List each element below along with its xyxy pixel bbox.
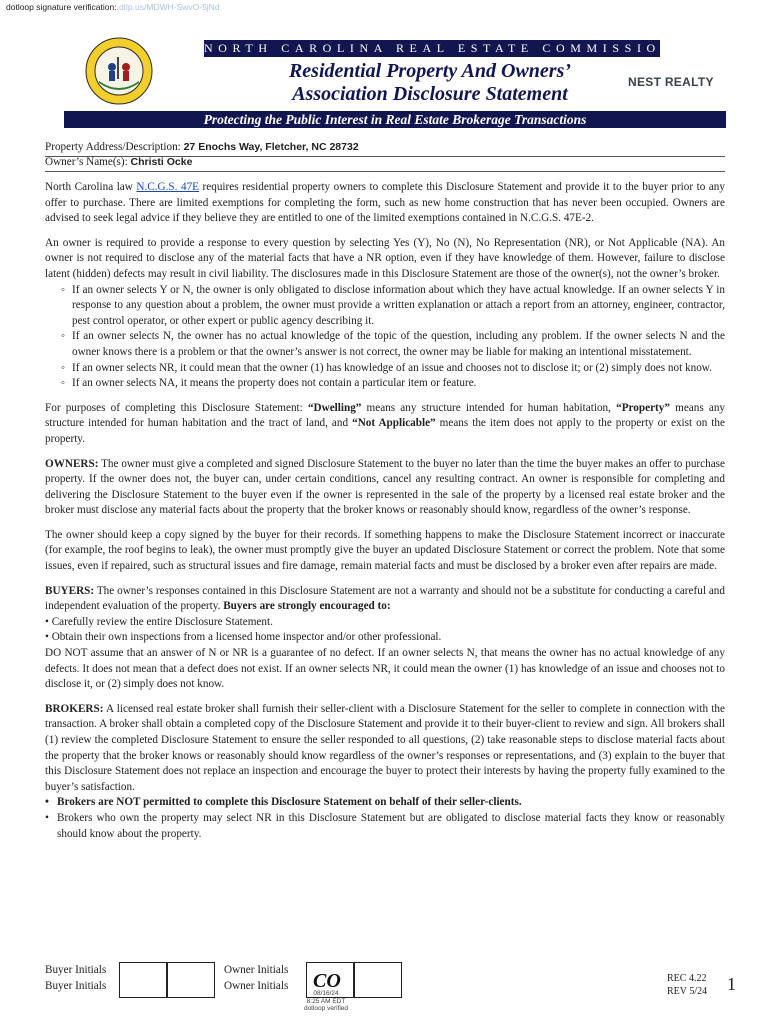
- page-number: 1: [727, 974, 736, 994]
- definitions-text-a: For purposes of completing this Disclosure Statement:: [45, 401, 308, 414]
- buyers-encouraged: Buyers are strongly encouraged to:: [223, 600, 391, 613]
- response-paragraph: An owner is required to provide a response to every question by selecting Yes (Y), No (N), No Representation (NR), or Not Applicable (NA). An owner is not required to disclose any of the material facts that have a NR option, even if they have knowledge of them. However, failure to disclose latent (hidden) defects may result in civil liability. The disclosures made in this Disclosure Statement are those of the owner(s), not the owner’s broker.: [45, 236, 725, 280]
- brokers-bullet-1: • Brokers are NOT permitted to complete this Disclosure Statement on behalf of their seller-clients.: [45, 795, 725, 811]
- owner-underline: [45, 171, 725, 172]
- option-n: ◦ If an owner selects N, the owner has no actual knowledge of the topic of the question, including any problem. If the owner selects N and the owner knows there is a problem or that the owner’s answer is not correct, the owner may be liable for making an intentional misstatement.: [61, 329, 725, 360]
- term-property: “Property”: [616, 401, 670, 414]
- term-not-applicable: “Not Applicable”: [352, 417, 436, 430]
- definitions-text-c: means any structure intended for human habitation,: [361, 401, 617, 414]
- option-na: ◦ If an owner selects NA, it means the property does not contain a particular item or feature.: [61, 376, 725, 392]
- definitions-paragraph: [45, 401, 725, 448]
- verification-label: dotloop signature verification:: [6, 2, 117, 12]
- statute-link[interactable]: N.C.G.S. 47E: [136, 181, 199, 193]
- rec-code: REC 4.22: [667, 973, 707, 984]
- dotloop-verification: [6, 2, 220, 12]
- buyers-paragraph: [45, 584, 725, 693]
- rev-code: REV 5/24: [667, 986, 708, 997]
- dotloop-stamp: [296, 990, 356, 1013]
- buyers-bullet-2: • Obtain their own inspections from a licensed home inspector and/or other professional.: [45, 631, 442, 644]
- owners-text: The owner must give a completed and signed Disclosure Statement to the buyer no later than the time the buyer makes an offer to purchase property. If the owner does not, the buyer can, under certain conditions, cancel any resulting contract. An owner is responsible for completing and delivering the Disclosure Statement to the buyer even if the owner is represented in the sale of the property by a licensed real estate broker and the broker must disclose any material facts about the property that the broker knows or reasonably should know, regardless of the owner’s response.: [45, 457, 725, 517]
- owners-heading: OWNERS:: [45, 457, 99, 470]
- response-options-list: [61, 283, 725, 392]
- form-revision: [667, 972, 707, 998]
- page-footer: [0, 960, 770, 1024]
- buyer-initials-box-1[interactable]: [119, 962, 167, 998]
- address-label: Property Address/Description:: [45, 141, 181, 153]
- sign-time: 8:25 AM EDT: [306, 997, 346, 1005]
- definitions-text-e: means the item does not apply to the property or exist on the property.: [45, 417, 725, 445]
- disclosure-body: [45, 180, 725, 851]
- buyers-text: The owner’s responses contained in this Disclosure Statement are not a warranty and should not be a substitute for conducting a careful and independent evaluation of the property.: [45, 584, 725, 613]
- buyer-initials-label-1: Buyer Initials: [45, 964, 107, 976]
- address-value: 27 Enochs Way, Fletcher, NC 28732: [183, 141, 359, 153]
- owner-initials-box-2[interactable]: [354, 962, 402, 998]
- option-nr: ◦ If an owner selects NR, it could mean that the owner (1) has knowledge of an issue and chooses not to disclose it; or (2) simply does not know.: [61, 361, 725, 377]
- owner-initials-labels: [224, 962, 288, 994]
- buyer-initials-box-2[interactable]: [167, 962, 215, 998]
- owners-paragraph: [45, 457, 725, 519]
- title-line-2: Association Disclosure Statement: [292, 83, 568, 105]
- owner-value: Christi Ocke: [130, 156, 193, 168]
- nc-commission-seal-icon: [85, 37, 153, 105]
- property-info: [45, 140, 359, 170]
- buyers-heading: BUYERS:: [45, 584, 95, 597]
- buyers-warning: DO NOT assume that an answer of N or NR is a guarantee of no defect. If an owner selects N, that means the owner has no actual knowledge of any defects. It does not mean that a defect does not exist. If an owner selects NR, it could mean the owner (1) has knowledge of an issue and chooses not to disclose it, or (2) simply does not know.: [45, 647, 725, 691]
- intro-text-b: requires residential property owners to complete this Disclosure Statement and provide it to the buyer prior to any offer to purchase. There are limited exemptions for completing the form, such as new home construction that has never been occupied. Owners are advised to seek legal advice if they believe they are entitled to one of the limited exemptions contained in N.C.G.S. 47E-2.: [45, 181, 725, 225]
- brokers-bullet-2: • Brokers who own the property may select NR in this Disclosure Statement but are obligated to disclose material facts they know or reasonably should know about the property.: [45, 811, 725, 842]
- brokers-heading: BROKERS:: [45, 702, 104, 715]
- buyers-bullet-1: • Carefully review the entire Disclosure Statement.: [45, 615, 273, 628]
- brokers-text: A licensed real estate broker shall furnish their seller-client with a Disclosure Statement for the seller to complete in connection with the transaction. A broker shall obtain a completed copy of the Disclosure Statement and provide it to their buyer-client to review and sign. All brokers shall (1) review the completed Disclosure Statement to ensure the seller responded to all questions, (2) take reasonable steps to disclose material facts about the property that the broker knows or reasonably should know regardless of the owner’s responses or representations, and (3) explain to the buyer that this Disclosure Statement does not replace an inspection and encourage the buyer to protect their interests by having the property fully examined to the buyer’s satisfaction.: [45, 702, 725, 793]
- title-line-1: Residential Property And Owners’: [288, 60, 572, 82]
- address-underline: [45, 156, 725, 157]
- brokers-paragraph: [45, 702, 725, 842]
- commission-banner: NORTH CAROLINA REAL ESTATE COMMISSION: [204, 41, 676, 55]
- svg-text:CO: CO: [313, 970, 341, 992]
- definitions-text-d: means any structure intended for human habitation and the tract of land, and: [45, 401, 726, 430]
- document-title: [232, 60, 628, 106]
- sign-date: 08/16/24: [313, 990, 339, 997]
- sign-verified: dotloop verified: [303, 1005, 349, 1012]
- owner-copy-paragraph: The owner should keep a copy signed by the buyer for their records. If something happens to make the Disclosure Statement incorrect or inaccurate (for example, the roof begins to leak), the owner must promptly give the buyer an updated Disclosure Statement or correct the problem. Note that some issues, even if repaired, such as structural issues and fire damage, remain material facts and must be disclosed by a broker even after repairs are made.: [45, 528, 725, 573]
- owner-initials-label-1: Owner Initials: [224, 964, 289, 976]
- intro-text-a: North Carolina law: [45, 181, 137, 193]
- tagline-banner: Protecting the Public Interest in Real Estate Brokerage Transactions: [64, 111, 726, 128]
- buyer-initials-labels: [45, 962, 106, 994]
- owner-label: Owner’s Name(s):: [45, 156, 128, 168]
- intro-paragraph: [45, 180, 725, 227]
- brand-logo: NEST REALTY: [628, 75, 714, 89]
- owner-initials-label-2: Owner Initials: [224, 980, 289, 992]
- option-y-or-n: ◦ If an owner selects Y or N, the owner is only obligated to disclose information about which they have actual knowledge. If an owner selects Y in response to any question about a problem, the owner must provide a written explanation or attach a report from an attorney, engineer, contractor, pest control operator, or other expert or public agency describing it.: [61, 283, 725, 330]
- verification-link[interactable]: dtlp.us/MDWH-SwvO-5jNd: [118, 2, 220, 12]
- buyer-initials-label-2: Buyer Initials: [45, 980, 107, 992]
- term-dwelling: “Dwelling”: [307, 401, 362, 414]
